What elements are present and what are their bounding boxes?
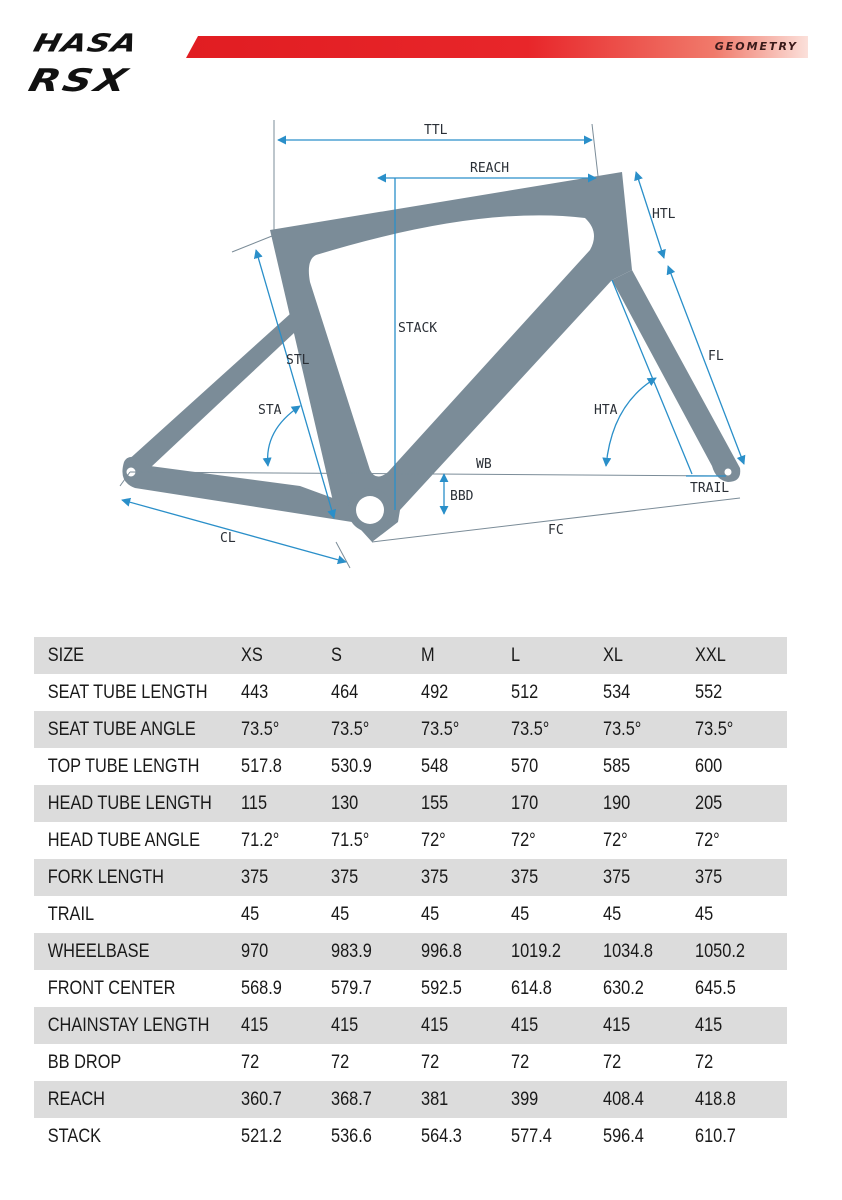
row-label: FRONT CENTER <box>47 977 176 999</box>
table-cell: 521.2 <box>240 1125 282 1147</box>
table-cell: 73.5° <box>330 718 370 740</box>
table-cell: 72 <box>420 1051 439 1073</box>
row-label: STACK <box>47 1125 102 1147</box>
table-cell: 610.7 <box>694 1125 736 1147</box>
row-label: SEAT TUBE ANGLE <box>47 718 196 740</box>
table-cell: 1050.2 <box>694 940 745 962</box>
table-header-row <box>34 637 787 674</box>
table-row <box>34 1044 787 1081</box>
table-cell: 73.5° <box>510 718 549 740</box>
table-cell: 72° <box>510 829 536 851</box>
column-header: S <box>330 644 342 666</box>
table-cell: 645.5 <box>694 977 736 999</box>
table-cell: 360.7 <box>240 1088 282 1110</box>
table-cell: 592.5 <box>420 977 462 999</box>
table-row <box>34 748 787 785</box>
table-cell: 72 <box>694 1051 713 1073</box>
chain-stay <box>122 457 360 522</box>
table-cell: 970 <box>240 940 269 962</box>
table-cell: 399 <box>510 1088 538 1110</box>
label-fl: FL <box>708 349 724 364</box>
table-row <box>34 970 787 1007</box>
table-cell: 579.7 <box>330 977 372 999</box>
table-cell: 72 <box>602 1051 621 1073</box>
label-bbd: BBD <box>450 489 474 504</box>
table-cell: 600 <box>694 755 723 777</box>
column-header-size: SIZE <box>47 644 85 666</box>
table-cell: 71.5° <box>330 829 370 851</box>
geometry-table <box>34 637 787 1155</box>
table-cell: 577.4 <box>510 1125 552 1147</box>
row-label: BB DROP <box>47 1051 122 1073</box>
table-cell: 71.2° <box>240 829 280 851</box>
table-row <box>34 785 787 822</box>
table-cell: 408.4 <box>602 1088 644 1110</box>
table-cell: 45 <box>420 903 439 925</box>
table-cell: 415 <box>510 1014 538 1036</box>
table-cell: 415 <box>694 1014 723 1036</box>
table-cell: 73.5° <box>694 718 734 740</box>
table-cell: 73.5° <box>602 718 642 740</box>
brand-logo-line-1: HASA <box>30 28 142 58</box>
row-label: CHAINSTAY LENGTH <box>47 1014 210 1036</box>
hta-arc <box>606 378 656 466</box>
table-cell: 570 <box>510 755 538 777</box>
page-header <box>0 0 842 110</box>
label-ttl: TTL <box>424 123 448 138</box>
table-cell: 415 <box>602 1014 630 1036</box>
table-cell: 548 <box>420 755 448 777</box>
table-cell: 130 <box>330 792 358 814</box>
table-cell: 443 <box>240 681 269 703</box>
table-cell: 72° <box>694 829 720 851</box>
label-trail: TRAIL <box>690 481 730 496</box>
table-cell: 415 <box>330 1014 358 1036</box>
column-header: M <box>420 644 435 666</box>
row-label: REACH <box>47 1088 105 1110</box>
label-sta: STA <box>258 403 282 418</box>
table-cell: 517.8 <box>240 755 282 777</box>
table-cell: 375 <box>420 866 448 888</box>
row-label: FORK LENGTH <box>47 866 164 888</box>
table-cell: 464 <box>330 681 358 703</box>
table-row <box>34 1007 787 1044</box>
label-stl: STL <box>286 353 310 368</box>
table-row <box>34 711 787 748</box>
column-header: XS <box>240 644 263 666</box>
table-cell: 115 <box>240 792 267 814</box>
table-cell: 72 <box>510 1051 529 1073</box>
table-cell: 45 <box>602 903 621 925</box>
table-cell: 73.5° <box>420 718 459 740</box>
table-cell: 534 <box>602 681 630 703</box>
table-row <box>34 1081 787 1118</box>
column-header: XXL <box>694 644 726 666</box>
table-cell: 630.2 <box>602 977 644 999</box>
table-row <box>34 822 787 859</box>
table-cell: 1034.8 <box>602 940 653 962</box>
table-cell: 596.4 <box>602 1125 644 1147</box>
table-cell: 45 <box>694 903 713 925</box>
table-cell: 375 <box>602 866 630 888</box>
seat-stay <box>126 305 310 468</box>
table-row <box>34 896 787 933</box>
table-cell: 45 <box>240 903 259 925</box>
row-label: WHEELBASE <box>47 940 150 962</box>
table-cell: 72° <box>420 829 446 851</box>
table-cell: 536.6 <box>330 1125 372 1147</box>
table-cell: 170 <box>510 792 538 814</box>
table-cell: 512 <box>510 681 538 703</box>
table-cell: 564.3 <box>420 1125 462 1147</box>
table-cell: 73.5° <box>240 718 280 740</box>
row-label: HEAD TUBE LENGTH <box>47 792 212 814</box>
label-stack: STACK <box>398 321 438 336</box>
row-label: SEAT TUBE LENGTH <box>47 681 208 703</box>
label-reach: REACH <box>470 161 510 176</box>
fork <box>612 270 740 482</box>
brand-logo-line-2: RSX <box>25 63 134 99</box>
label-wb: WB <box>476 457 492 472</box>
table-cell: 492 <box>420 681 448 703</box>
table-cell: 614.8 <box>510 977 552 999</box>
label-htl: HTL <box>652 207 676 222</box>
table-row <box>34 674 787 711</box>
table-cell: 585 <box>602 755 630 777</box>
table-cell: 415 <box>420 1014 448 1036</box>
table-cell: 415 <box>240 1014 269 1036</box>
table-cell: 1019.2 <box>510 940 561 962</box>
section-label: GEOMETRY <box>714 40 798 53</box>
label-hta: HTA <box>594 403 618 418</box>
table-cell: 418.8 <box>694 1088 736 1110</box>
table-cell: 983.9 <box>330 940 372 962</box>
table-cell: 375 <box>330 866 358 888</box>
table-cell: 375 <box>240 866 269 888</box>
table-cell: 190 <box>602 792 630 814</box>
label-fc: FC <box>548 523 564 538</box>
table-cell: 530.9 <box>330 755 372 777</box>
table-row <box>34 859 787 896</box>
table-cell: 205 <box>694 792 723 814</box>
table-cell: 72 <box>240 1051 259 1073</box>
column-header: L <box>510 644 520 666</box>
label-cl: CL <box>220 531 236 546</box>
table-cell: 72° <box>602 829 628 851</box>
table-cell: 375 <box>694 866 723 888</box>
table-cell: 375 <box>510 866 538 888</box>
bottom-bracket-bore <box>356 496 384 524</box>
table-cell: 552 <box>694 681 723 703</box>
row-label: TOP TUBE LENGTH <box>47 755 200 777</box>
table-cell: 155 <box>420 792 448 814</box>
table-cell: 45 <box>510 903 529 925</box>
table-row <box>34 933 787 970</box>
table-cell: 568.9 <box>240 977 282 999</box>
row-label: HEAD TUBE ANGLE <box>47 829 201 851</box>
bike-frame <box>122 172 740 542</box>
table-cell: 72 <box>330 1051 349 1073</box>
table-cell: 45 <box>330 903 349 925</box>
table-cell: 368.7 <box>330 1088 372 1110</box>
table-row <box>34 1118 787 1155</box>
table-cell: 381 <box>420 1088 448 1110</box>
row-label: TRAIL <box>47 903 95 925</box>
table-cell: 996.8 <box>420 940 462 962</box>
frame-geometry-diagram <box>0 110 842 580</box>
column-header: XL <box>602 644 623 666</box>
